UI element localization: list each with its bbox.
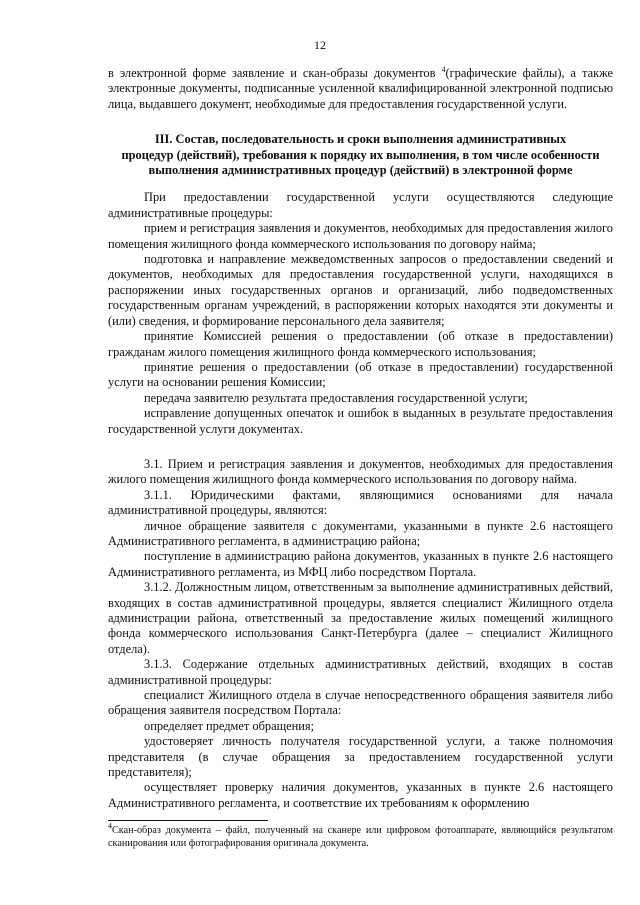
footnote-text: Скан-образ документа – файл, полученный на сканере или цифровом фотоаппарате, являющийся результатом сканирования или фотографирования оригинала документа.	[108, 825, 613, 849]
intro-paragraph	[108, 66, 613, 112]
section-heading-line-3: выполнения административных процедур (действий) в электронной форме	[148, 163, 573, 178]
procedures-intro: При предоставлении государственной услуги осуществляются следующие административные процедуры:	[108, 190, 613, 220]
document-body	[108, 66, 613, 811]
procedure-item: передача заявителю результата предоставления государственной услуги;	[144, 390, 528, 405]
procedure-item: прием и регистрация заявления и документов, необходимых для предоставления жилого помещения жилищного фонда коммерческого использования по договору найма;	[108, 221, 613, 251]
procedure-item: исправление допущенных опечаток и ошибок в выданных в результате предоставления государственной услуги документах.	[108, 406, 613, 436]
footnote-reference[interactable]: 4	[441, 64, 446, 74]
procedure-item: принятие Комиссией решения о предоставлении (об отказе в предоставлении) гражданам жилого помещения жилищного фонда коммерческого использования;	[108, 329, 613, 359]
footnote	[108, 821, 613, 850]
section-heading-line-1: III. Состав, последовательность и сроки выполнения административных	[154, 132, 567, 147]
section-heading-line-2: процедур (действий), требования к порядку их выполнения, в том числе особенности	[121, 147, 600, 162]
action-item: осуществляет проверку наличия документов, указанных в пункте 2.6 настоящего Административного регламента, и соответствие их требованиям к оформлению	[108, 780, 613, 810]
footnote-divider	[108, 820, 268, 821]
section-3-1-title: 3.1. Прием и регистрация заявления и документов, необходимых для предоставления жилого помещения жилищного фонда коммерческого использования по договору найма.	[108, 456, 613, 487]
paragraph-3-1-3: 3.1.3. Содержание отдельных административных действий, входящих в состав административной процедуры:	[108, 657, 613, 687]
footnote-marker: 4	[108, 821, 112, 831]
action-item: определяет предмет обращения;	[144, 718, 315, 733]
action-item: специалист Жилищного отдела в случае непосредственного обращения заявителя либо обращения заявителя посредством Портала:	[108, 688, 613, 718]
fact-item: поступление в администрацию района документов, указанных в пункте 2.6 настоящего Административного регламента, из МФЦ либо посредством Портала.	[108, 549, 613, 579]
paragraph-3-1-2: 3.1.2. Должностным лицом, ответственным за выполнение административных действий, входящих в состав административной процедуры, является специалист Жилищного отдела администрации района, ответственный за предоставление жилых помещений жилищного фонда коммерческого использования Санкт-Петербурга (далее – специалист Жилищного отдела).	[108, 580, 613, 656]
page-number: 12	[314, 38, 326, 52]
procedure-item: принятие решения о предоставлении (об отказе в предоставлении) государственной услуги на основании решения Комиссии;	[108, 359, 613, 390]
intro-text-after: (графические файлы), а также электронные документы, подписанные усиленной квалифицированной электронной подписью лица, выдавшего документ, необходимые для предоставления государственной услуги.	[108, 66, 613, 111]
section-heading	[108, 132, 613, 178]
procedure-item: подготовка и направление межведомственных запросов о предоставлении сведений и документов, необходимых для предоставления государственной услуги, находящихся в распоряжении иных государственных органов и организаций, либо подведомственных государственным органам учреждений, в распоряжении которых находятся эти документы и (или) сведения, и формирование персонального дела заявителя;	[108, 252, 613, 328]
action-item: удостоверяет личность получателя государственной услуги, а также полномочия представителя (в случае обращения за предоставлением государственной услуги представителя);	[108, 734, 613, 780]
fact-item: личное обращение заявителя с документами, указанными в пункте 2.6 настоящего Административного регламента, в администрацию района;	[108, 518, 613, 548]
paragraph-3-1-1: 3.1.1. Юридическими фактами, являющимися основаниями для начала административной процедуры, являются:	[108, 487, 613, 518]
intro-text-before: в электронной форме заявление и скан-образы документов	[108, 66, 442, 80]
